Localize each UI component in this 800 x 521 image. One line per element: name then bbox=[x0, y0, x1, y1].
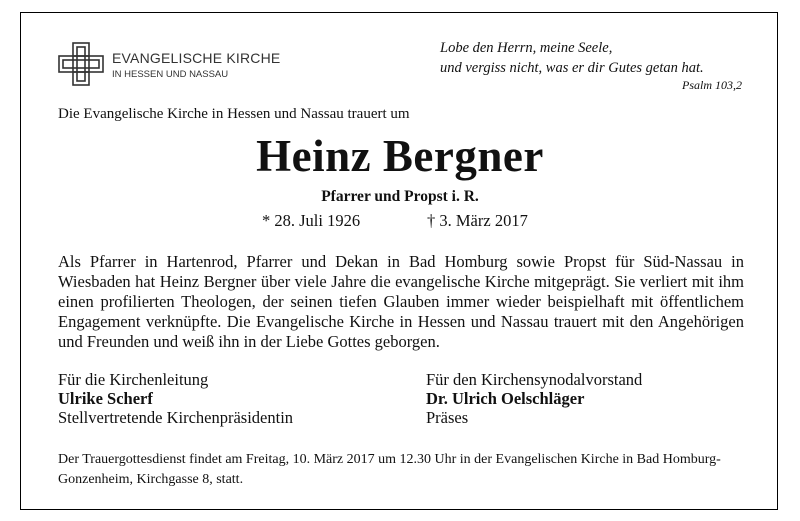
signature-left-title: Stellvertretende Kirchenpräsidentin bbox=[58, 408, 294, 427]
service-info: Der Trauergottesdienst findet am Freitag, 10. März 2017 um 12.30 Uhr in der Evangelischen Kirche in Bad Homburg-Gonzenheim, Kirchgasse 8, statt. bbox=[58, 452, 721, 487]
signature-right-for: Für den Kirchensynodalvorstand bbox=[426, 370, 643, 389]
life-dates bbox=[0, 211, 800, 233]
signature-left-name: Ulrike Scherf bbox=[58, 389, 153, 408]
bible-verse bbox=[382, 38, 742, 92]
verse-line-1: Lobe den Herrn, meine Seele, bbox=[440, 40, 613, 56]
signature-left-for: Für die Kirchenleitung bbox=[58, 370, 209, 389]
signature-right-title: Präses bbox=[426, 408, 469, 427]
verse-line-2: und vergiss nicht, was er dir Gutes getan hat. bbox=[440, 60, 704, 76]
signature-right-name: Dr. Ulrich Oelschläger bbox=[426, 389, 585, 408]
death-date: † 3. März 2017 bbox=[427, 211, 528, 230]
signature-right bbox=[426, 370, 642, 427]
deceased-role: Pfarrer und Propst i. R. bbox=[321, 188, 479, 205]
verse-reference: Psalm 103,2 bbox=[682, 78, 742, 92]
church-logo bbox=[58, 38, 298, 88]
deceased-name: Heinz Bergner bbox=[256, 131, 544, 181]
logo-subtitle: IN HESSEN UND NASSAU bbox=[112, 69, 229, 80]
cross-grid-icon bbox=[58, 42, 104, 86]
obituary-body: Als Pfarrer in Hartenrod, Pfarrer und Dekan in Bad Homburg sowie Propst für Süd-Nassau in Wiesbaden hat Heinz Bergner über viele Jahre die evangelische Kirche mitgeprägt. Sie verliert mit ihm einen profilierten Theologen, der seinen tiefen Glauben immer wieder beispielhaft mit öffentlichem Engagement verknüpfte. Die Evangelische Kirche in Hessen und Nassau trauert mit den Angehörigen und Freunden und weiß ihn in der Liebe Gottes geborgen. bbox=[58, 252, 744, 351]
intro-text: Die Evangelische Kirche in Hessen und Nassau trauert um bbox=[58, 106, 410, 122]
signature-left bbox=[58, 370, 293, 427]
birth-date: * 28. Juli 1926 bbox=[262, 211, 361, 230]
logo-title: EVANGELISCHE KIRCHE bbox=[112, 50, 281, 66]
